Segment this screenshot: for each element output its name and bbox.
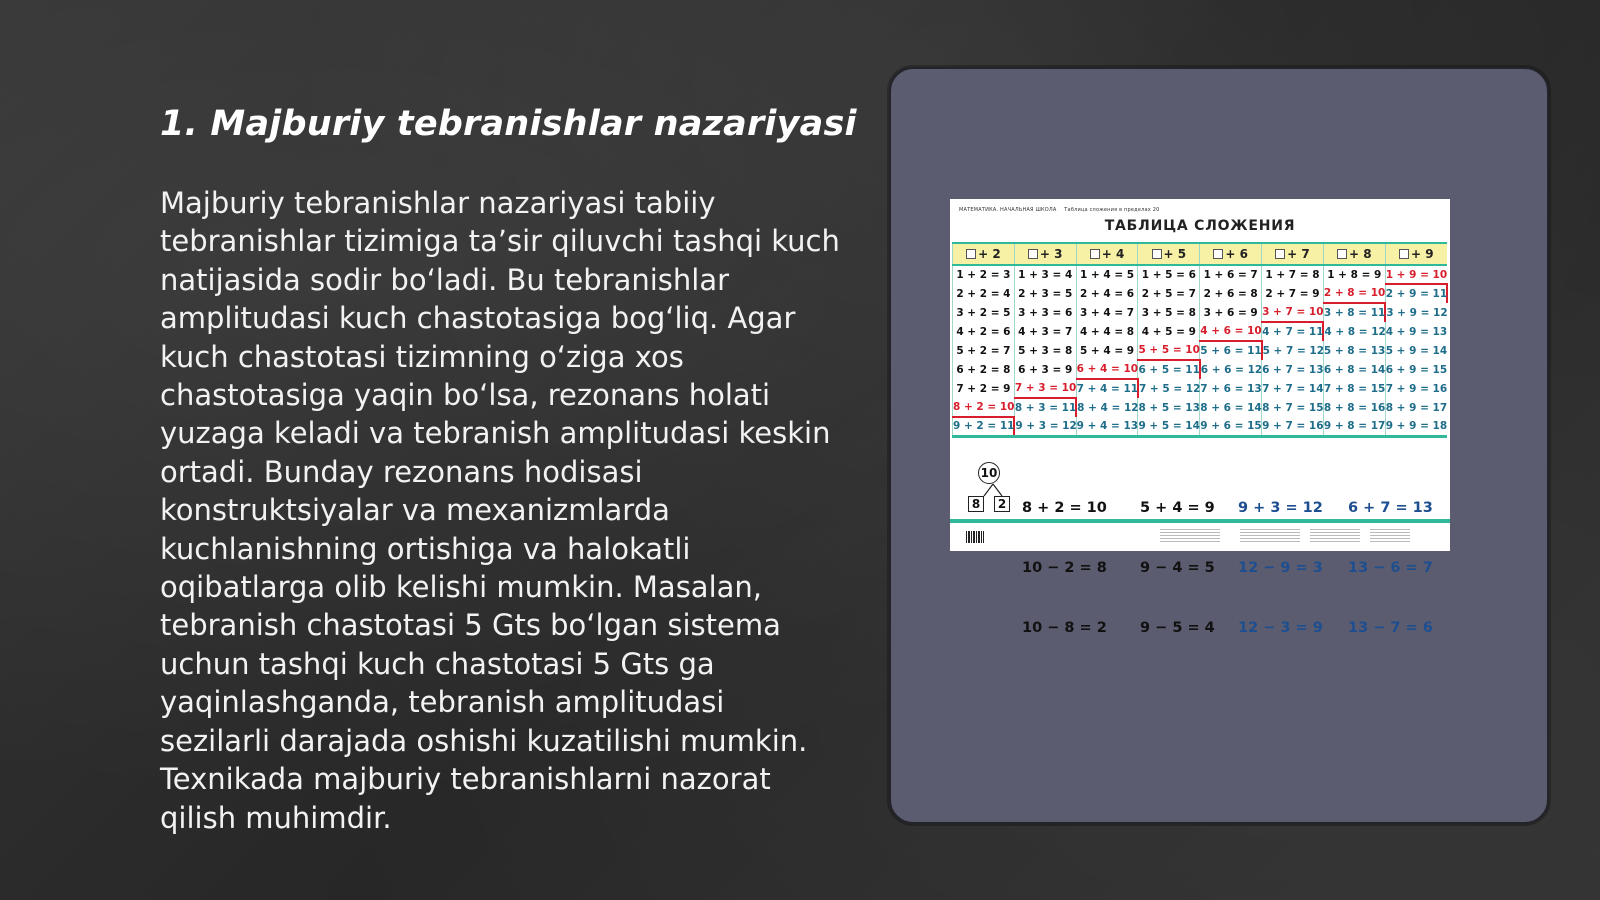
example-line: 9 − 5 = 4 [1140, 620, 1215, 636]
addition-table-poster [950, 199, 1450, 636]
footer-fineprint [1240, 529, 1300, 543]
example-line: 9 − 4 = 5 [1140, 560, 1215, 576]
example-group [1140, 458, 1215, 678]
blank-box-icon [966, 249, 976, 259]
table-cell: 9 + 4 = 13 [1076, 417, 1138, 436]
table-cell: 2 + 2 = 4 [953, 284, 1015, 303]
table-cell: 7 + 2 = 9 [953, 379, 1015, 398]
table-cell: 8 + 8 = 16 [1323, 398, 1385, 417]
table-cell: 4 + 4 = 8 [1076, 322, 1138, 341]
table-cell: 7 + 6 = 13 [1200, 379, 1262, 398]
blank-box-icon [1275, 249, 1285, 259]
table-cell: 1 + 6 = 7 [1200, 265, 1262, 284]
part-a-square: 8 [968, 496, 984, 512]
footer-fineprint [1160, 529, 1220, 543]
blank-box-icon [1399, 249, 1409, 259]
table-row [953, 303, 1448, 322]
table-cell: 5 + 5 = 10 [1138, 341, 1200, 360]
table-cell: 4 + 9 = 13 [1385, 322, 1447, 341]
table-cell: 7 + 4 = 11 [1076, 379, 1138, 398]
column-header [1138, 243, 1200, 265]
addition-table [952, 242, 1448, 438]
table-cell: 8 + 5 = 13 [1138, 398, 1200, 417]
table-cell: 2 + 8 = 10 [1323, 284, 1385, 303]
barcode-icon [966, 531, 984, 543]
part-b-square: 2 [994, 496, 1010, 512]
table-row [953, 265, 1448, 284]
table-cell: 6 + 8 = 14 [1323, 360, 1385, 379]
table-cell: 9 + 6 = 15 [1200, 417, 1262, 436]
table-cell: 7 + 8 = 15 [1323, 379, 1385, 398]
table-cell: 5 + 2 = 7 [953, 341, 1015, 360]
table-cell: 9 + 9 = 18 [1385, 417, 1447, 436]
column-header [1076, 243, 1138, 265]
table-cell: 2 + 4 = 6 [1076, 284, 1138, 303]
column-header [1262, 243, 1324, 265]
table-cell: 9 + 3 = 12 [1014, 417, 1076, 436]
table-cell: 5 + 3 = 8 [1014, 341, 1076, 360]
table-row [953, 398, 1448, 417]
table-cell: 8 + 4 = 12 [1076, 398, 1138, 417]
table-cell: 4 + 6 = 10 [1200, 322, 1262, 341]
example-line: 13 − 6 = 7 [1348, 560, 1433, 576]
poster-title: ТАБЛИЦА СЛОЖЕНИЯ [1104, 218, 1296, 234]
table-cell: 1 + 4 = 5 [1076, 265, 1138, 284]
table-cell: 8 + 9 = 17 [1385, 398, 1447, 417]
table-cell: 1 + 3 = 4 [1014, 265, 1076, 284]
table-cell: 2 + 3 = 5 [1014, 284, 1076, 303]
footer-fineprint [1370, 529, 1410, 543]
column-header [1200, 243, 1262, 265]
table-cell: 6 + 2 = 8 [953, 360, 1015, 379]
blank-box-icon [1213, 249, 1223, 259]
example-group [1238, 458, 1323, 678]
example-line: 10 − 2 = 8 [1022, 560, 1107, 576]
whole-number-circle: 10 [978, 462, 1000, 484]
column-header-label: + 7 [1287, 247, 1310, 261]
table-cell: 6 + 7 = 13 [1262, 360, 1324, 379]
blank-box-icon [1028, 249, 1038, 259]
table-cell: 4 + 5 = 9 [1138, 322, 1200, 341]
example-line: 13 − 7 = 6 [1348, 620, 1433, 636]
table-cell: 1 + 9 = 10 [1385, 265, 1447, 284]
column-header [1014, 243, 1076, 265]
table-cell: 9 + 8 = 17 [1323, 417, 1385, 436]
table-cell: 7 + 9 = 16 [1385, 379, 1447, 398]
table-cell: 9 + 5 = 14 [1138, 417, 1200, 436]
table-cell: 9 + 7 = 16 [1262, 417, 1324, 436]
table-cell: 4 + 3 = 7 [1014, 322, 1076, 341]
table-row [953, 417, 1448, 436]
column-header [1385, 243, 1447, 265]
table-cell: 3 + 5 = 8 [1138, 303, 1200, 322]
table-cell: 5 + 9 = 14 [1385, 341, 1447, 360]
example-group [1348, 458, 1433, 678]
column-header-label: + 2 [978, 247, 1001, 261]
table-cell: 4 + 7 = 11 [1262, 322, 1324, 341]
table-row [953, 322, 1448, 341]
table-header-row [953, 243, 1448, 265]
blank-box-icon [1090, 249, 1100, 259]
table-cell: 2 + 6 = 8 [1200, 284, 1262, 303]
table-cell: 6 + 9 = 15 [1385, 360, 1447, 379]
table-cell: 8 + 2 = 10 [953, 398, 1015, 417]
blank-box-icon [1337, 249, 1347, 259]
column-header [953, 243, 1015, 265]
example-line: 8 + 2 = 10 [1022, 500, 1107, 516]
example-line: 12 − 9 = 3 [1238, 560, 1323, 576]
table-cell: 5 + 8 = 13 [1323, 341, 1385, 360]
example-line: 9 + 3 = 12 [1238, 500, 1323, 516]
table-row [953, 379, 1448, 398]
table-cell: 6 + 5 = 11 [1138, 360, 1200, 379]
blank-box-icon [1152, 249, 1162, 259]
example-line: 12 − 3 = 9 [1238, 620, 1323, 636]
table-cell: 3 + 6 = 9 [1200, 303, 1262, 322]
column-header-label: + 6 [1225, 247, 1248, 261]
table-cell: 5 + 4 = 9 [1076, 341, 1138, 360]
table-cell: 3 + 2 = 5 [953, 303, 1015, 322]
slide-title: 1. Majburiy tebranishlar nazariyasi [160, 104, 857, 144]
footer-fineprint [1310, 529, 1360, 543]
table-cell: 8 + 3 = 11 [1014, 398, 1076, 417]
example-line: 6 + 7 = 13 [1348, 500, 1433, 516]
table-cell: 2 + 7 = 9 [1262, 284, 1324, 303]
poster-header-left: МАТЕМАТИКА. НАЧАЛЬНАЯ ШКОЛА [959, 207, 1057, 213]
table-cell: 5 + 6 = 11 [1200, 341, 1262, 360]
table-cell: 3 + 4 = 7 [1076, 303, 1138, 322]
column-header [1323, 243, 1385, 265]
table-cell: 1 + 8 = 9 [1323, 265, 1385, 284]
table-row [953, 284, 1448, 303]
table-cell: 6 + 6 = 12 [1200, 360, 1262, 379]
example-group [1022, 458, 1107, 678]
poster-header-right: Таблица сложения в пределах 20 [1064, 207, 1160, 213]
table-cell: 1 + 2 = 3 [953, 265, 1015, 284]
column-header-label: + 3 [1039, 247, 1063, 261]
table-cell: 3 + 3 = 6 [1014, 303, 1076, 322]
poster-footer [950, 519, 1450, 551]
table-row [953, 360, 1448, 379]
table-cell: 6 + 4 = 10 [1076, 360, 1138, 379]
table-cell: 1 + 5 = 6 [1138, 265, 1200, 284]
table-cell: 7 + 5 = 12 [1138, 379, 1200, 398]
table-cell: 8 + 7 = 15 [1262, 398, 1324, 417]
table-cell: 7 + 3 = 10 [1014, 379, 1076, 398]
column-header-label: + 5 [1163, 247, 1187, 261]
table-cell: 6 + 3 = 9 [1014, 360, 1076, 379]
table-row [953, 341, 1448, 360]
table-cell: 1 + 7 = 8 [1262, 265, 1324, 284]
table-cell: 8 + 6 = 14 [1200, 398, 1262, 417]
column-header-label: + 9 [1411, 247, 1434, 261]
table-cell: 3 + 7 = 10 [1262, 303, 1324, 322]
table-cell: 4 + 2 = 6 [953, 322, 1015, 341]
table-cell: 5 + 7 = 12 [1262, 341, 1324, 360]
table-cell: 2 + 9 = 11 [1385, 284, 1447, 303]
column-header-label: + 4 [1101, 247, 1125, 261]
table-cell: 4 + 8 = 12 [1323, 322, 1385, 341]
table-cell: 9 + 2 = 11 [953, 417, 1015, 436]
slide-paragraph: Majburiy tebranishlar nazariyasi tabiiy tebranishlar tizimiga ta’sir qiluvchi tashqi kuch natijasida sodir bo‘ladi. Bu tebranishlar amplitudasi kuch chastotasiga bog‘liq. Agar kuch chastotasi tizimning o‘ziga xos chastotasiga yaqin bo‘lsa, rezonans holati yuzaga keladi va tebranish amplitudasi keskin ortadi. Bunday rezonans hodisasi konstruktsiyalar va mexanizmlarda kuchlanishning ortishiga va halokatli oqibatlarga olib kelishi mumkin. Masalan, tebranish chastotasi 5 Gts bo‘lgan sistema uchun tashqi kuch chastotasi 5 Gts ga yaqinlashganda, tebranish amplitudasi sezilarli darajada oshishi kuzatilishi mumkin. Texnikada majburiy tebranishlarni nazorat qilish muhimdir. [160, 186, 840, 835]
table-cell: 7 + 7 = 14 [1262, 379, 1324, 398]
column-header-label: + 8 [1348, 247, 1372, 261]
table-cell: 3 + 8 = 11 [1323, 303, 1385, 322]
example-line: 5 + 4 = 9 [1140, 500, 1215, 516]
table-cell: 2 + 5 = 7 [1138, 284, 1200, 303]
decomposition-examples [950, 454, 1450, 636]
poster-header [959, 207, 1165, 213]
example-line: 10 − 8 = 2 [1022, 620, 1107, 636]
table-cell: 3 + 9 = 12 [1385, 303, 1447, 322]
